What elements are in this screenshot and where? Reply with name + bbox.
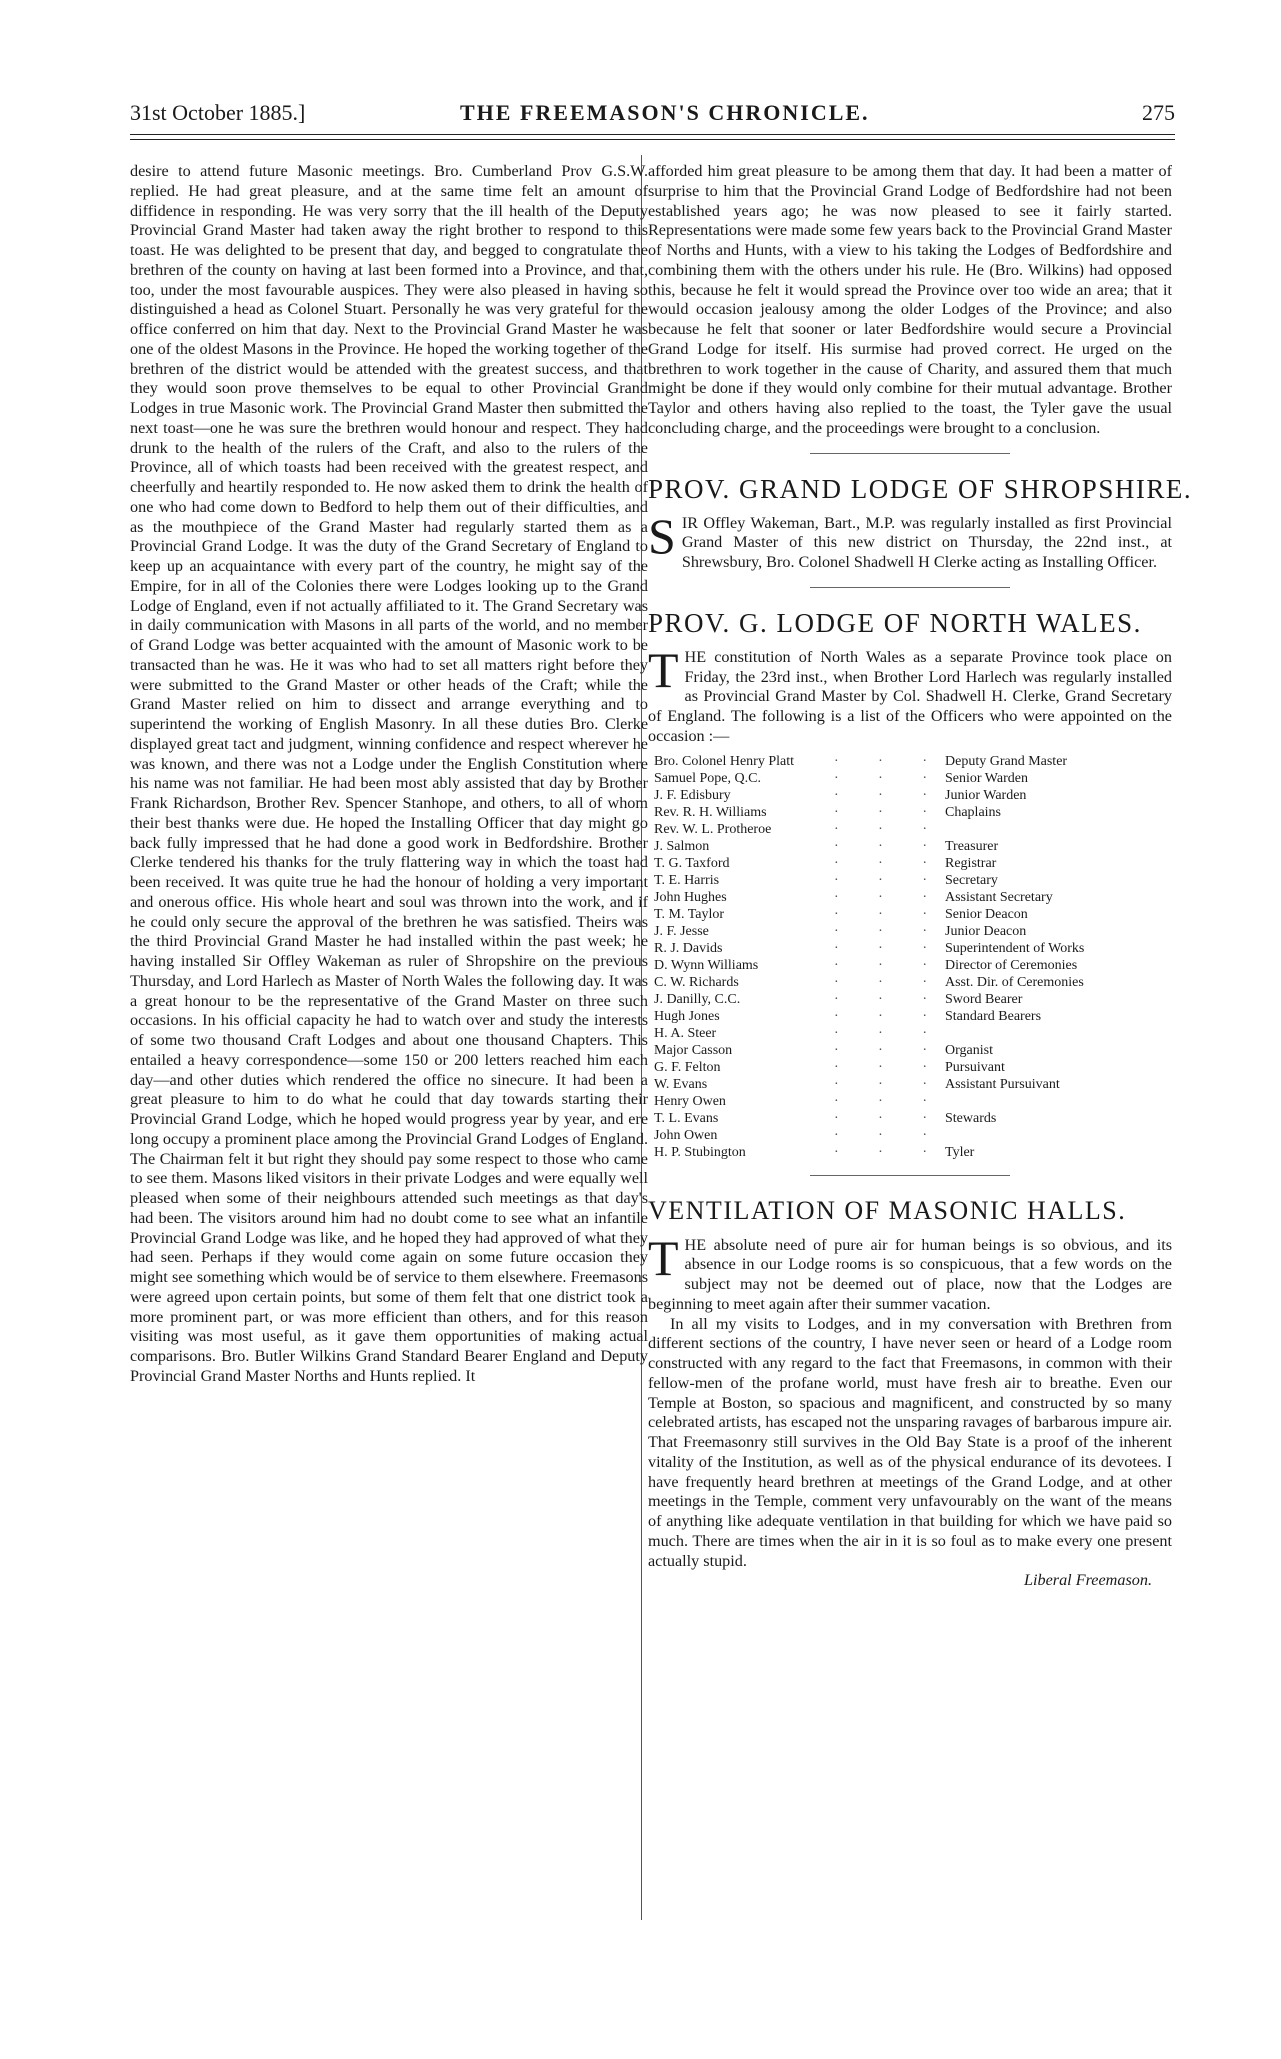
leader-dots: · · · [834, 991, 945, 1007]
officer-office: Senior Warden [945, 770, 1028, 786]
officer-office: Registrar [945, 855, 997, 871]
leader-dots: · · · [834, 940, 945, 956]
officer-office: Deputy Grand Master [945, 753, 1068, 769]
officer-row [648, 1127, 1172, 1144]
leader-dots: · · · [834, 753, 945, 769]
shropshire-article [648, 507, 1172, 573]
bedfordshire-continuation: afforded him great pleasure to be among them that day. It had been a matter of surprise to him that the Provincial Grand Lodge of Bedfordshire had not been established years ago; he was now pleased to see it fairly started. Representations were made some few years back to the Provincial Grand Master of Norths and Hunts, with a view to his taking the Lodges of Bedfordshire and combining them with the others under his rule. He (Bro. Wilkins) had opposed this, because he felt it would spread the Province over too wide an area; that it would occasion jealousy among the older Lodges of the Province; and also because he felt that sooner or later Bedfordshire would secure a Provincial Grand Lodge for itself. His surmise had proved correct. He urged on the brethren to work together in the cause of Charity, and assured them that much might be done if they would only combine for their mutual advantage. Brother Taylor and others having also replied to the toast, the Tyler gave the usual concluding charge, and the proceedings were brought to a conclusion. [648, 162, 1172, 437]
leader-dots: · · · [834, 1093, 945, 1109]
officer-name: W. Evans [654, 1076, 708, 1092]
officer-name: J. Danilly, C.C. [654, 991, 741, 1007]
leader-dots: · · · [834, 1008, 945, 1024]
officer-row [648, 1110, 1172, 1127]
header-page-number: 275 [1142, 100, 1175, 125]
officer-name: G. F. Felton [654, 1059, 721, 1075]
officer-row [648, 974, 1172, 991]
north-wales-heading: PROV. G. LODGE OF NORTH WALES. [648, 607, 1142, 638]
officer-office: Senior Deacon [945, 906, 1028, 922]
leader-dots: · · · [834, 1059, 945, 1075]
officer-office: Assistant Pursuivant [945, 1076, 1060, 1092]
officer-row [648, 923, 1172, 940]
page-header [130, 100, 1175, 130]
left-column [130, 162, 648, 1387]
officer-office: Stewards [945, 1110, 997, 1126]
officer-row [648, 770, 1172, 787]
officer-row [648, 991, 1172, 1008]
header-rule-thin [130, 139, 1175, 140]
officer-name: Rev. W. L. Protheroe [654, 821, 772, 837]
officer-name: John Hughes [654, 889, 727, 905]
officer-office [945, 1127, 1172, 1144]
ventilation-dropcap: T [648, 1229, 679, 1286]
officer-name: T. G. Taxford [654, 855, 730, 871]
leader-dots: · · · [834, 1127, 945, 1143]
officer-name: Bro. Colonel Henry Platt [654, 753, 794, 769]
officer-name: D. Wynn Williams [654, 957, 759, 973]
leader-dots: · · · [834, 957, 945, 973]
officer-office: Asst. Dir. of Ceremonies [945, 974, 1084, 990]
north-wales-text: HE constitution of North Wales as a separate Province took place on Friday, the 23rd inst., when Brother Lord Harlech was regularly installed as Provincial Grand Master by Col. Shadwell H. Clerke, Grand Secretary of England. The following is a list of the Officers who were appointed on the occasion :— [648, 647, 1172, 745]
officer-row [648, 1008, 1172, 1025]
officer-office: Sword Bearer [945, 991, 1023, 1007]
officer-row [648, 906, 1172, 923]
leader-dots: · · · [834, 1076, 945, 1092]
leader-dots: · · · [834, 1042, 945, 1058]
officer-row [648, 753, 1172, 770]
leader-dots: · · · [834, 787, 945, 803]
officer-row [648, 787, 1172, 804]
officer-row [648, 1059, 1172, 1076]
leader-dots: · · · [834, 1110, 945, 1126]
officer-office: Superintendent of Works [945, 940, 1085, 956]
shropshire-dropcap: S [648, 507, 676, 564]
officer-name: H. A. Steer [654, 1025, 717, 1041]
leader-dots: · · · [834, 804, 945, 820]
officer-office: Treasurer [945, 838, 999, 854]
header-rule [130, 134, 1175, 135]
ventilation-para-1 [648, 1229, 1172, 1315]
officer-office [945, 1093, 1172, 1110]
officer-row [648, 1093, 1172, 1110]
officer-office: Standard Bearers [945, 1008, 1042, 1024]
officer-office: Pursuivant [945, 1059, 1005, 1075]
officer-row [648, 1025, 1172, 1042]
officer-office [945, 1025, 1172, 1042]
ventilation-signature: Liberal Freemason. [1024, 1571, 1152, 1590]
leader-dots: · · · [834, 872, 945, 888]
header-date: 31st October 1885.] [130, 100, 306, 125]
leader-dots: · · · [834, 821, 945, 837]
ventilation-para-2: In all my visits to Lodges, and in my conversation with Brethren from different sections of the country, I have never seen or heard of a Lodge room constructed with any regard to the fact that Freemasons, in common with their fellow-men of the profane world, must have fresh air to breathe. Even our Temple at Boston, so spacious and magnificent, and constructed by so many celebrated artists, has escaped not the unsparing ravages of barbarous impure air. That Freemasonry still survives in the Old Bay State is a proof of the inherent vitality of the Institution, as well as of the physical endurance of its devotees. I have frequently heard brethren at meetings of the Grand Lodge, and at other meetings in the Temple, comment very unfavourably on the want of the means of anything like adequate ventilation in that building for which we have paid so much. There are times when the air in it is so foul as to make every one present actually stupid. [648, 1314, 1172, 1570]
officer-name: H. P. Stubington [654, 1144, 746, 1160]
officer-row [648, 1042, 1172, 1059]
leader-dots: · · · [834, 974, 945, 990]
ventilation-text-1: HE absolute need of pure air for human beings is so obvious, and its absence in our Lodge rooms is so conspicuous, that a few words on the subject may not be deemed out of place, now that the Lodges are beginning to meet again after their summer vacation. [648, 1235, 1172, 1313]
officer-name: T. L. Evans [654, 1110, 719, 1126]
leader-dots: · · · [834, 770, 945, 786]
shropshire-text: IR Offley Wakeman, Bart., M.P. was regularly installed as first Provincial Grand Master of this new district on Thursday, the 22nd inst., at Shrewsbury, Bro. Colonel Shadwell H Clerke acting as Installing Officer. [681, 513, 1172, 571]
officer-name: J. Salmon [654, 838, 710, 854]
officer-name: Hugh Jones [654, 1008, 720, 1024]
officer-office: Director of Ceremonies [945, 957, 1078, 973]
officer-office: Junior Warden [945, 787, 1027, 803]
left-column-text: desire to attend future Masonic meetings. Bro. Cumberland Prov G.S.W. replied. He had great pleasure, and at the same time felt an amount of diffidence in responding. He was very sorry that the ill health of the Deputy Provincial Grand Master had taken away the right brother to respond to this toast. He was delighted to be present that day, and begged to congratulate the brethren of the county on having at last been formed into a Province, and that, too, under the most favourable auspices. They were also pleased in having so distinguished a head as Colonel Stuart. Personally he was very grateful for the office conferred on him that day. Next to the Provincial Grand Master he was one of the oldest Masons in the Province. He hoped the working together of the brethren of the district would be attended with the greatest success, and that they would soon prove themselves to be equal to other Provincial Grand Lodges in true Masonic work. The Provincial Grand Master then submitted the next toast—one he was sure the brethren would honour and respect. They had drunk to the health of the rulers of the Craft, and also to the rulers of the Province, all of which toasts had been received with the greatest respect, and cheerfully and heartily responded to. He now asked them to drink the health of one who had come down to Bedford to help them out of their difficulties, and as the mouthpiece of the Grand Master had regularly started them as a Provincial Grand Lodge. It was the duty of the Grand Secretary of England to keep up an acquaintance with every part of the country, he might say of the Empire, for in all of the Colonies there were Lodges looking up to the Grand Lodge of England, even if not actually affiliated to it. The Grand Secretary was in daily communication with Masons in all parts of the world, and no member of Grand Lodge was better acquainted with the amount of Masonic work to be transacted than he was. He it was who had to set all matters right before they were submitted to the Grand Master or other heads of the Craft; while the Grand Master relied on him to dissect and arrange everything and to superintend the working of English Masonry. In all these duties Bro. Clerke displayed great tact and judgment, winning confidence and respect wherever he was known, and there was not a Lodge under the English Constitution where his name was not familiar. He had been most ably assisted that day by Brother Frank Richardson, Brother Rev. Spencer Stanhope, and others, to all of whom their best thanks were due. He hoped the Installing Officer that day might go back fully impressed that he had done a good work in Bedfordshire. Brother Clerke tendered his thanks for the truly flattering way in which the toast had been received. It was quite true he had the honour of holding a very important and onerous office. His whole heart and soul was thrown into the work, and if he could only secure the approval of the brethren he was satisfied. Theirs was the third Provincial Grand Master he had installed within the past week; he having installed Sir Offley Wakeman as ruler of Shropshire on the previous Thursday, and Lord Harlech as Master of North Wales the following day. It was a great honour to be the representative of the Grand Master on three such occasions. In his official capacity he had to watch over and study the interests of some two thousand Craft Lodges and about one thousand Chapters. This entailed a heavy correspondence—some 150 or 200 letters reached him each day—and other duties which rendered the office no sinecure. It had been a great pleasure to him to do what he could that day towards starting their Provincial Grand Lodge, which he hoped would progress year by year, and ere long occupy a prominent place among the Provincial Grand Lodges of England. The Chairman felt it but right they should pay some respect to those who came to see them. Masons liked visitors in their private Lodges and were equally well pleased when some of their neighbours attended such meetings as that day's had been. The visitors around him had no doubt come to see what an infantile Provincial Grand Lodge was like, and he hoped they had approved of what they had seen. Perhaps if they would come again on some future occasion they might see something which would be of service to them elsewhere. Freemasons were agreed upon certain points, but some of them felt that one district took a more prominent part, or was more efficient than others, and for this reason visiting was most useful, as it gave them opportunities of making actual comparisons. Bro. Butler Wilkins Grand Standard Bearer England and Deputy Provincial Grand Master Norths and Hunts replied. It [130, 162, 648, 1385]
leader-dots: · · · [834, 923, 945, 939]
officer-office [945, 821, 1172, 838]
officer-office: Assistant Secretary [945, 889, 1053, 905]
officer-name: Samuel Pope, Q.C. [654, 770, 761, 786]
officer-name: R. J. Davids [654, 940, 723, 956]
leader-dots: · · · [834, 838, 945, 854]
section-divider [810, 453, 1010, 454]
officer-row [648, 940, 1172, 957]
officer-name: J. F. Edisbury [654, 787, 731, 803]
officer-office: Tyler [945, 1144, 975, 1160]
officer-row [648, 855, 1172, 872]
right-column [648, 162, 1193, 1591]
officer-row [648, 1076, 1172, 1093]
officers-table [648, 753, 1172, 1161]
officer-name: Rev. R. H. Williams [654, 804, 767, 820]
shropshire-heading: PROV. GRAND LODGE OF SHROPSHIRE. [648, 473, 1193, 504]
ventilation-heading: VENTILATION OF MASONIC HALLS. [648, 1195, 1127, 1225]
leader-dots: · · · [834, 1025, 945, 1041]
officer-name: Henry Owen [654, 1093, 726, 1109]
officer-name: C. W. Richards [654, 974, 739, 990]
officer-office: Junior Deacon [945, 923, 1027, 939]
header-title: THE FREEMASON'S CHRONICLE. [460, 100, 870, 125]
officer-office: Chaplains [945, 804, 1001, 820]
leader-dots: · · · [834, 906, 945, 922]
section-divider [810, 1175, 1010, 1176]
officer-row [648, 804, 1172, 821]
officer-name: T. E. Harris [654, 872, 720, 888]
officer-row [648, 889, 1172, 906]
officer-row [648, 1144, 1172, 1161]
officer-name: John Owen [654, 1127, 718, 1143]
officer-row [648, 872, 1172, 889]
officer-row [648, 957, 1172, 974]
officer-name: J. F. Jesse [654, 923, 709, 939]
leader-dots: · · · [834, 855, 945, 871]
north-wales-dropcap: T [648, 641, 679, 698]
leader-dots: · · · [834, 889, 945, 905]
section-divider [810, 587, 1010, 588]
officer-office: Secretary [945, 872, 998, 888]
officer-row [648, 838, 1172, 855]
officer-name: Major Casson [654, 1042, 733, 1058]
north-wales-article [648, 641, 1172, 747]
leader-dots: · · · [834, 1144, 945, 1160]
officer-row [648, 821, 1172, 838]
officer-name: T. M. Taylor [654, 906, 725, 922]
officer-office: Organist [945, 1042, 993, 1058]
